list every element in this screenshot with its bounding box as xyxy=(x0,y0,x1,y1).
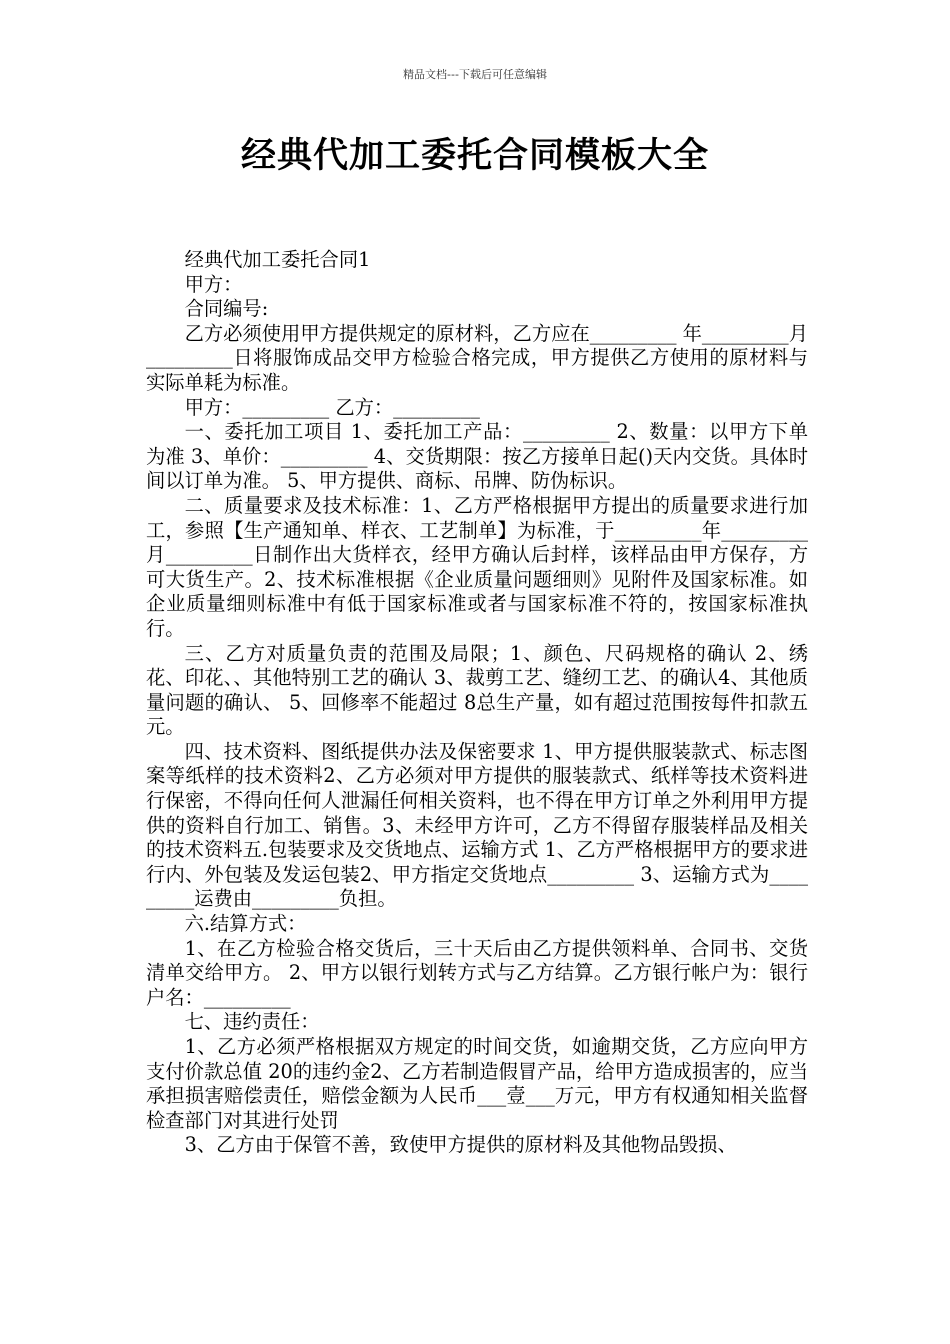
page-header-note: 精品文档---下载后可任意编辑 xyxy=(403,68,547,81)
paragraph-parties: 甲方：_________ 乙方：_________ xyxy=(184,395,480,419)
document-body xyxy=(146,248,808,1158)
paragraph-liability-1: 1、乙方必须严格根据双方规定的时间交货，如逾期交货，乙方应向甲方支付价款总值 20的违约金2、乙方若制造假冒产品，给甲方造成损害的，应当承担损害赔偿责任，赔偿金额为人民币___壹___万元，甲方有权通知相关监督检查部门对其进行处罚 xyxy=(146,1035,808,1132)
paragraph-party-a: 甲方： xyxy=(184,272,243,296)
paragraph-section-1: 一、委托加工项目 1、委托加工产品：_________ 2、数量：以甲方下单为准 3、单价：_________ 4、交货期限：按乙方接单日起()天内交货。具体时间以订单为准。 5、甲方提供、商标、吊牌、防伪标识。 xyxy=(146,420,808,493)
paragraph-materials: 乙方必须使用甲方提供规定的原材料，乙方应在_________ 年_________月_________日将服饰成品交甲方检验合格完成，甲方提供乙方使用的原材料与实际单耗为标准。 xyxy=(146,321,808,394)
paragraph-section-4: 四、技术资料、图纸提供办法及保密要求 1、甲方提供服装款式、标志图案等纸样的技术资料2、乙方必须对甲方提供的服装款式、纸样等技术资料进行保密，不得向任何人泄漏任何相关资料，也不得在甲方订单之外利用甲方提供的资料自行加工、销售。3、未经甲方许可，乙方不得留存服装样品及相关的技术资料五.包装要求及交货地点、运输方式 1、乙方严格根据甲方的要求进行内、外包装及发运包装2、甲方指定交货地点_________ 3、运输方式为_________运费由_________负担。 xyxy=(146,739,808,911)
paragraph-section-6-heading: 六.结算方式： xyxy=(184,912,307,936)
paragraph-liability-3: 3、乙方由于保管不善，致使甲方提供的原材料及其他物品毁损、 xyxy=(184,1133,737,1157)
document-title: 经典代加工委托合同模板大全 xyxy=(240,136,709,176)
paragraph-settlement: 1、在乙方检验合格交货后，三十天后由乙方提供领料单、合同书、交货清单交给甲方。 2、甲方以银行划转方式与乙方结算。乙方银行帐户为：银行户名：_________ xyxy=(146,936,808,1009)
paragraph-section-7-heading: 七、违约责任： xyxy=(184,1010,320,1034)
paragraph-section-3: 三、乙方对质量负责的范围及局限；1、颜色、尺码规格的确认 2、绣花、印花、、其他特别工艺的确认 3、裁剪工艺、缝纫工艺、的确认4、其他质量问题的确认、 5、回修率不能超过 8总生产量，如有超过范围按每件扣款五元。 xyxy=(146,641,808,739)
paragraph-contract-number: 合同编号: xyxy=(184,297,269,321)
paragraph-contract-heading: 经典代加工委托合同1 xyxy=(184,248,371,271)
paragraph-section-2: 二、质量要求及技术标准：1、乙方严格根据甲方提出的质量要求进行加工，参照【生产通知单、样衣、工艺制单】为标准，于_________年_________月_________日制作出大货样衣，经甲方确认后封样，该样品由甲方保存，方可大货生产。2、技术标准根据《企业质量问题细则》见附件及国家标准。如企业质量细则标准中有低于国家标准或者与国家标准不符的，按国家标准执行。 xyxy=(146,493,808,640)
